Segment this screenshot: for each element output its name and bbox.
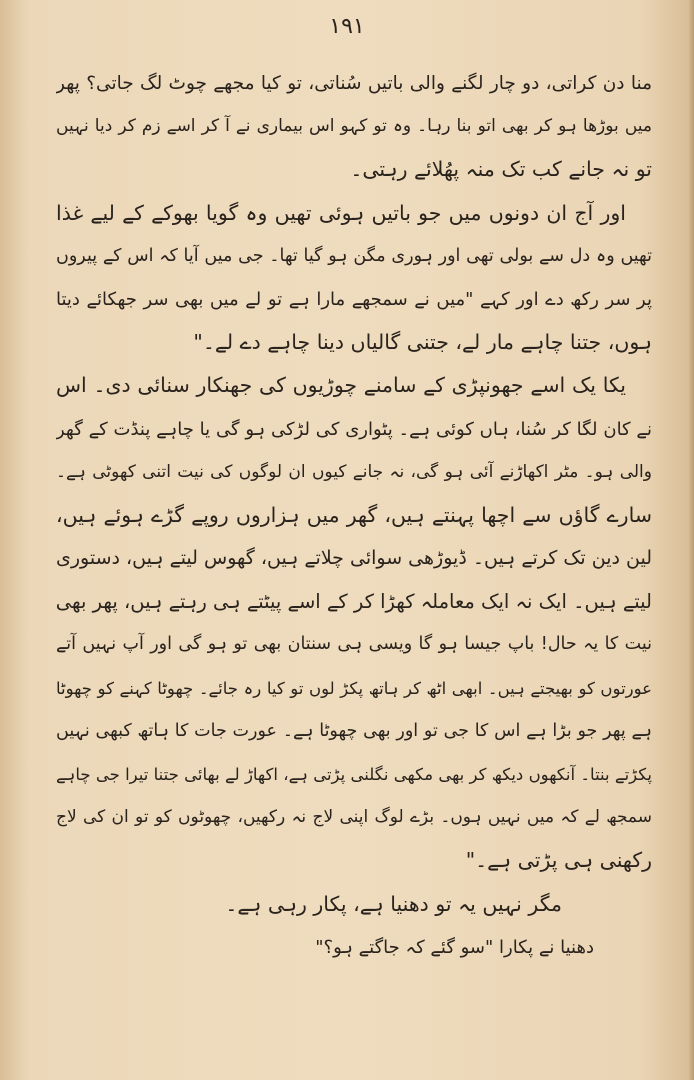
text-line: میں بوڑھا ہو کر بھی اتو بنا رہا۔ وہ تو کہو اس بیماری نے آ کر اسے زم کر دیا نہیں bbox=[56, 116, 652, 137]
text-line: والی ہو۔ مٹر اکھاڑنے آئی ہو گی، نہ جانے کیوں ان لوگوں کی نیت اتنی کھوٹی ہے۔ bbox=[56, 461, 652, 482]
text-line: پکڑتے بنتا۔ آنکھوں دیکھ کر بھی مکھی نگلنی پڑتی ہے، اکھاڑ لے بھائی جتنا تیرا جی چاہے bbox=[56, 765, 652, 784]
text-line: عورتوں کو بھیجتے ہیں۔ ابھی اٹھ کر ہاتھ پکڑ لوں تو کیا رہ جائے۔ چھوٹا کہنے کو چھوٹا bbox=[56, 678, 652, 698]
text-line: سمجھ لے کہ میں نہیں ہوں۔ بڑے لوگ اپنی لاج نہ رکھیں، چھوٹوں کو تو ان کی لاج bbox=[56, 807, 652, 828]
text-line: سارے گاؤں سے اچھا پہنتے ہیں، گھر میں ہزاروں روپے گڑے ہوئے ہیں، bbox=[56, 502, 652, 527]
text-line: لین دین تک کرتے ہیں۔ ڈیوڑھی سوائی چلاتے ہیں، گھوس لیتے ہیں، دستوری bbox=[56, 547, 652, 570]
text-line: مگر نہیں یہ تو دھنیا ہے، پکار رہی ہے۔ bbox=[225, 891, 562, 916]
text-line: یکا یک اسے جھونپڑی کے سامنے چوڑیوں کی جھنکار سنائی دی۔ اس bbox=[56, 373, 626, 398]
text-line: منا دن کراتی، دو چار لگنے والی باتیں سُناتی، تو کیا مجھے چوٹ لگ جاتی؟ پھر bbox=[56, 73, 652, 94]
text-line: رکھنی ہی پڑتی ہے۔" bbox=[465, 848, 652, 873]
page-edge-shadow bbox=[688, 0, 694, 1080]
text-line: لیتے ہیں۔ ایک نہ ایک معاملہ کھڑا کر کے اسے پیٹتے ہی رہتے ہیں، پھر بھی bbox=[56, 590, 652, 614]
text-line: ہوں، جتنا چاہے مار لے، جتنی گالیاں دینا چاہے دے لے۔" bbox=[193, 330, 652, 355]
page-text bbox=[56, 62, 652, 969]
text-line: نے کان لگا کر سُنا، ہاں کوئی ہے۔ پٹواری کی لڑکی ہو گی یا چاہے پنڈت کے گھر bbox=[56, 418, 652, 440]
text-line: تھیں وہ دل سے بولی تھی اور ہوری مگن ہو گیا تھا۔ جی میں آیا کہ اس کے پیروں bbox=[56, 245, 652, 266]
text-line: دھنیا نے پکارا "سو گئے کہ جاگتے ہو؟" bbox=[315, 936, 594, 958]
text-line: پر سر رکھ دے اور کہے "میں نے سمجھے مارا ہے تو لے میں بھی سر جھکائے دیتا bbox=[56, 288, 652, 310]
text-line: اور آج ان دونوں میں جو باتیں ہوئی تھیں وہ گویا بھوکے کے لیے غذا bbox=[56, 200, 626, 225]
text-line: ہے پھر جو بڑا ہے اس کا جی تو اور بھی چھوٹا ہے۔ عورت جات کا ہاتھ کبھی نہیں bbox=[56, 720, 652, 741]
text-line: تو نہ جانے کب تک منہ پھُلائے رہتی۔ bbox=[350, 157, 652, 182]
text-line: نیت کا یہ حال! باپ جیسا ہو گا ویسی ہی سنتان بھی تو ہو گی اور آپ نہیں آتے bbox=[56, 634, 652, 655]
page-number: ١٩١ bbox=[329, 14, 365, 39]
